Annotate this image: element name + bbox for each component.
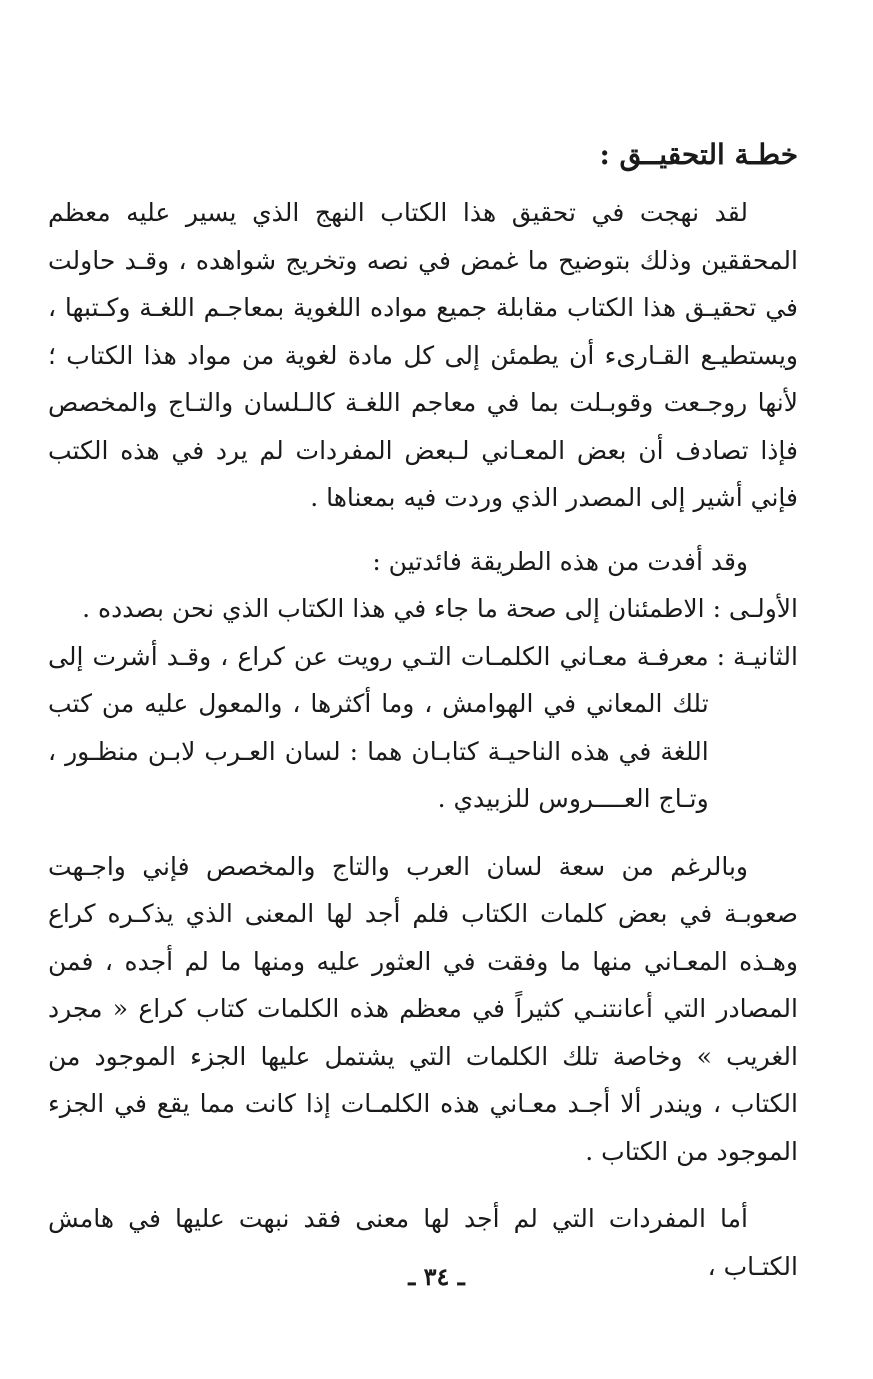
list-item-label: الثانيـة : bbox=[716, 641, 798, 671]
list-item-text: معرفـة معـاني الكلمـات التـي رويت عن كراع ، وقـد أشرت إلى تلك المعاني في الهوامش ، وما أكثرها ، والمعول عليه من كتب اللغة في هذه الناحيـة كتابـان هما : لسان العـرب لابـن منظـور ، وتـاج العــــروس للزبيدي . bbox=[48, 641, 709, 814]
section-heading: خطـة التحقيــق : bbox=[599, 138, 798, 171]
page-number: ـ ٣٤ ـ bbox=[408, 1262, 465, 1291]
paragraph-footnotes: أما المفردات التي لم أجد لها معنى فقد نبهت عليها في هامش الكتـاب ، bbox=[48, 1204, 798, 1281]
list-item-label: الأولـى : bbox=[712, 594, 798, 624]
paragraph-difficulty: وبالرغم من سعة لسان العرب والتاج والمخصص فإني واجـهت صعوبـة في بعض كلمات الكتاب فلم أجد لها المعنى الذي يذكـره كراع وهـذه المعـاني منها ما وفقت في العثور عليه ومنها ما لم أجده ، فمن المصادر التي أعانتنـي كثيراً في معظم هذه الكلمات كتاب كراع « مجرد الغريب » وخاصة تلك الكلمات التي يشتمل عليها الجزء الموجود من الكتاب ، ويندر ألا أجـد معـاني هذه الكلمـات إذا كانت مما يقع في الجزء الموجود من الكتاب . bbox=[48, 851, 798, 1166]
page-body bbox=[48, 128, 798, 1290]
list-item-text: الاطمئنان إلى صحة ما جاء في هذا الكتاب الذي نحن بصدده . bbox=[82, 594, 705, 624]
intro-line: وقد أفدت من هذه الطريقة فائدتين : bbox=[372, 546, 748, 576]
paragraph-methodology: لقد نهجت في تحقيق هذا الكتاب النهج الذي يسير عليه معظم المحققين وذلك بتوضيح ما غمض في نصه وتخريج شواهده ، وقـد حاولت في تحقيـق هذا الكتاب مقابلة جميع مواده اللغوية بمعاجـم اللغـة وكـتبها ، ويستطيـع القـارىء أن يطمئن إلى كل مادة لغوية من مواد هذا الكتاب ؛ لأنها روجـعت وقوبـلت بما في معاجم اللغـة كالـلسان والتـاج والمخصص فإذا تصادف أن بعض المعـاني لـبعض المفردات لم يرد في هذه الكتب فإني أشير إلى المصدر الذي وردت فيه بمعناها . bbox=[48, 198, 799, 513]
list-item-first bbox=[48, 585, 798, 633]
list-item-second bbox=[48, 633, 798, 823]
